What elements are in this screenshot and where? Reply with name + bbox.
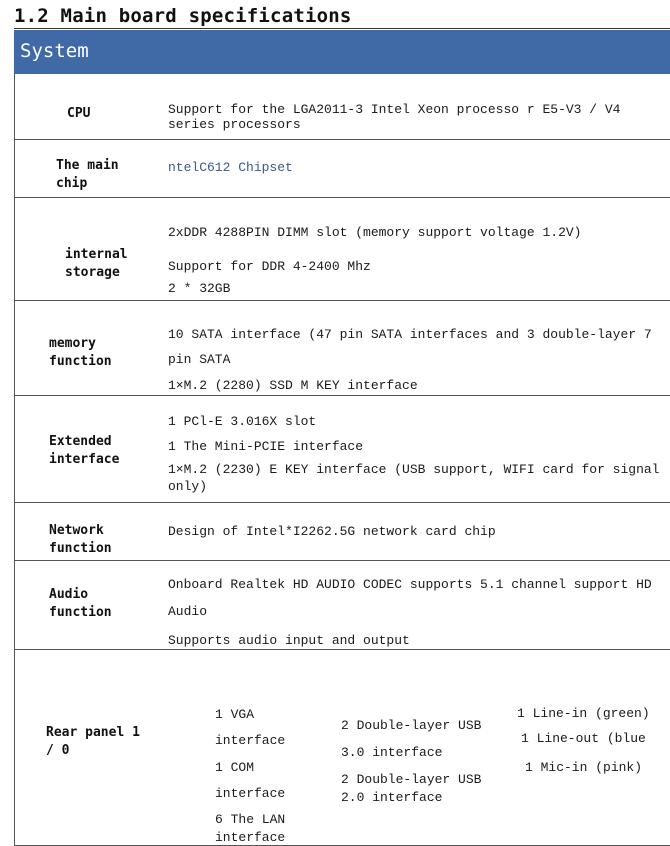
label-line: interface (49, 452, 120, 467)
spec-row-extended-interface (15, 396, 670, 503)
row-label-network-function (49, 522, 112, 558)
value-line-m2-ekey-cont: only) (168, 479, 208, 494)
row-label-main-chip (56, 157, 119, 193)
rear-col-usb (341, 718, 481, 805)
spec-row-rear-panel (15, 650, 670, 846)
value-line: Support for the LGA2011-3 Intel Xeon processo r E5-V3 / V4 series processors (168, 102, 621, 132)
value-line: 6 The LAN (215, 812, 286, 827)
value-line: interface (215, 830, 286, 845)
value-line-storage-slots: 2xDDR 4288PIN DIMM slot (memory support voltage 1.2V) (168, 225, 582, 240)
value-line-m2-ekey: 1×M.2 (2230) E KEY interface (USB support, WIFI card for signal (168, 462, 660, 477)
label-line: storage (65, 265, 120, 280)
value-line: interface (215, 733, 286, 748)
label-line: / 0 (46, 743, 70, 758)
value-line-audio-codec-cont: Audio (168, 604, 208, 619)
spec-row-network-function (15, 503, 670, 561)
value-line-audio-codec: Onboard Realtek HD AUDIO CODEC supports 5.1 channel support HD (168, 577, 652, 592)
value-line-m2-ssd: 1×M.2 (2280) SSD M KEY interface (168, 378, 418, 393)
value-line: 3.0 interface (341, 745, 443, 760)
value-line: 1 VGA (215, 707, 255, 722)
spec-row-internal-storage (15, 198, 670, 301)
value-line: 2 Double-layer USB (341, 772, 482, 787)
section-title: System (20, 40, 89, 62)
spec-row-memory-function (15, 301, 670, 396)
value-line: interface (215, 786, 286, 801)
label-line: chip (56, 176, 88, 191)
spec-row-audio-function (15, 561, 670, 650)
value-line: 1 Line-in (green) (517, 706, 650, 721)
row-label-audio-function (49, 586, 112, 622)
spec-table (14, 74, 670, 846)
label-line: function (49, 354, 112, 369)
row-label-internal-storage (65, 246, 128, 282)
label-line: function (49, 605, 112, 620)
value-line-storage-speed: Support for DDR 4-2400 Mhz (168, 259, 371, 274)
value-line-mini-pcie: 1 The Mini-PCIE interface (168, 439, 364, 454)
value-line: 2 Double-layer USB (341, 718, 482, 733)
row-value-main-chip (168, 160, 667, 175)
label-line: function (49, 541, 112, 556)
value-line: 1 COM (215, 760, 255, 775)
row-label-rear-panel (46, 724, 140, 760)
value-line: 1 Mic-in (pink) (525, 760, 643, 775)
section-header-system (14, 30, 670, 74)
label-line: memory (49, 336, 96, 351)
label-line: Network (49, 523, 104, 538)
spec-row-main-chip (15, 140, 670, 198)
label-line: Rear panel 1 (46, 725, 140, 740)
row-label-cpu (67, 105, 90, 123)
label-line: internal (65, 247, 128, 262)
value-line: 2.0 interface (341, 790, 443, 805)
row-value-cpu (168, 102, 667, 132)
label-line: The main (56, 158, 119, 173)
value-line: ntelC612 Chipset (168, 160, 293, 175)
label-line: Extended (49, 434, 112, 449)
value-line-audio-io: Supports audio input and output (168, 633, 410, 648)
value-line: 1 Line-out (blue (521, 731, 646, 746)
label-line: Audio (49, 587, 89, 602)
label-line: CPU (67, 106, 91, 121)
rear-col-video-serial-lan (215, 707, 285, 845)
value-line-sata-cont: pin SATA (168, 352, 231, 367)
value-line-pcie: 1 PCl-E 3.016X slot (168, 414, 317, 429)
row-label-memory-function (49, 335, 112, 371)
value-line-network-chip: Design of Intel*I2262.5G network card chip (168, 524, 496, 539)
row-label-extended-interface (49, 433, 119, 469)
rear-col-audio-jacks (517, 706, 650, 775)
heading-rule (14, 28, 670, 29)
page-title: 1.2 Main board specifications (14, 5, 352, 27)
spec-row-cpu (15, 74, 670, 140)
value-line-sata: 10 SATA interface (47 pin SATA interfaces and 3 double-layer 7 (168, 327, 652, 342)
value-line-storage-capacity: 2 * 32GB (168, 281, 231, 296)
